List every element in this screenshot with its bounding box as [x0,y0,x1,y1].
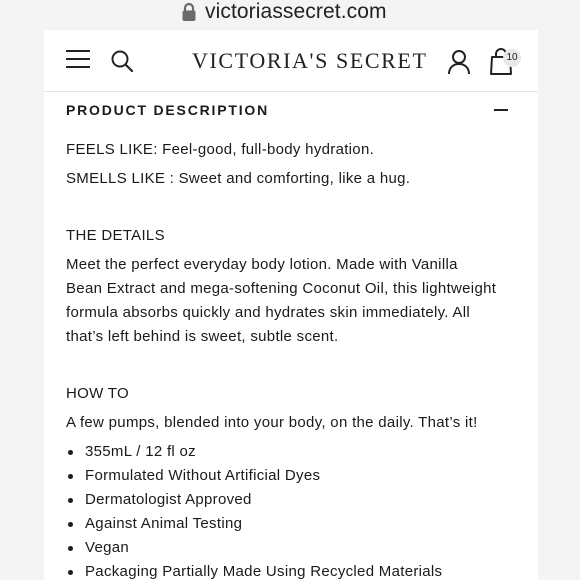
lock-icon [181,2,197,22]
list-item: Packaging Partially Made Using Recycled Materials [66,560,526,580]
product-description-toggle[interactable] [44,92,538,128]
bag-count-badge: 10 [503,49,521,67]
brand-logo[interactable]: VICTORIA'S SECRET [192,48,428,73]
list-item: Dermatologist Approved [66,488,526,512]
account-icon[interactable] [447,49,471,75]
description-content [66,138,526,580]
minus-icon[interactable] [494,109,508,111]
page-gutter-right [538,30,580,580]
details-line: formula absorbs quickly and hydrates skin immediately. All [66,304,470,321]
site-header [44,30,538,92]
browser-address-bar[interactable] [0,0,580,30]
list-item: Vegan [66,536,526,560]
page-gutter-left [0,30,44,580]
search-icon[interactable] [110,49,134,73]
details-line: that’s left behind is sweet, subtle scent. [66,328,339,345]
section-title: PRODUCT DESCRIPTION [66,102,269,118]
smells-like-text: SMELLS LIKE : Sweet and comforting, like a hug. [66,170,411,187]
howto-text: A few pumps, blended into your body, on the daily. That’s it! [66,414,478,431]
url-display[interactable] [181,0,387,24]
feature-list [66,440,526,580]
url-text: victoriassecret.com [205,0,387,23]
feels-like-text: FEELS LIKE: Feel-good, full-body hydration. [66,141,375,158]
howto-heading: HOW TO [66,385,129,402]
details-line: Bean Extract and mega-softening Coconut Oil, this lightweight [66,280,497,297]
product-page [44,30,538,580]
details-line: Meet the perfect everyday body lotion. Made with Vanilla [66,256,458,273]
hamburger-menu-icon[interactable] [66,50,90,70]
list-item: 355mL / 12 fl oz [66,440,526,464]
list-item: Formulated Without Artificial Dyes [66,464,526,488]
details-heading: THE DETAILS [66,227,165,244]
list-item: Against Animal Testing [66,512,526,536]
